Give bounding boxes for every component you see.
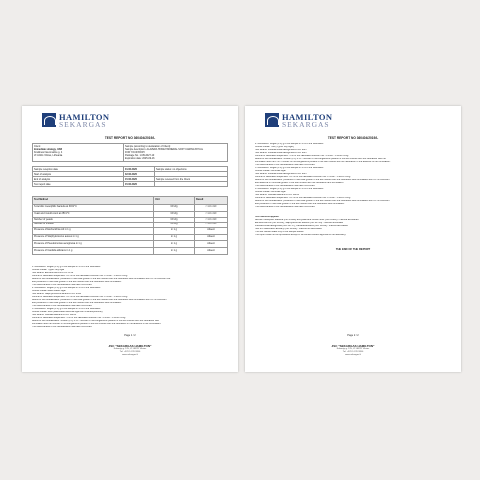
table-row: Presence of Escherichia coli in 1 g in 1 g Absent	[33, 227, 228, 234]
page-number: Page 1 / 2	[124, 334, 136, 337]
report-title: TEST REPORT NO 360404/2019/L	[104, 136, 156, 140]
table-row: Yeast and mould count at 25±1°C CFU/g < 1.0 x 10¹	[33, 211, 228, 218]
info-row: End of analysis 15.06.2020 Sample received from the Client	[33, 177, 228, 182]
company-footer: JSC "SEKARGAS HAMILTON" Kalvarijų g. 125, LT-08221 Vilnius Tel. +370 5 270 9200 www.sekargas.lt	[331, 344, 375, 356]
test-methods: Test methods applied: Aerobic mesophilic bacteria (ISO 21149) and yeast and mould count (ISO 16212) - method accredited Escherichia coli (ISO 21150), Staphylococcus aureus (ISO 22718) - method accredited Pseudomonas aeruginosa (ISO 22717), Candida albicans (ISO 18416) - method accredited Test of Preservation Efficacy (ISO 11930) - method not accredited The test results relate only to the sample tested. The report shall not be reproduced except in full without written approval of the laboratory.	[255, 216, 359, 236]
table-row: Presence of Candida albicans in 1 g in 1 g Absent	[33, 248, 228, 255]
company-footer: JSC "SEKARGAS HAMILTON" Kalvarijų g. 125, LT-08221 Vilnius Tel. +370 5 270 9200 www.sekargas.lt	[108, 344, 152, 356]
shield-icon	[42, 113, 56, 127]
shield-icon	[265, 113, 279, 127]
results-table: Test Method Unit Result S.Aerobic mesophilic bacteria at 30±1°C CFU/g < 1.0 x 10¹ Yeast and mould count at 25±1°C CFU/g < 1.0 x 10¹ Number of yeasts CFU/g < 1.0 x 10¹ Number of moulds CFU/g < 1.0 x 10¹ Presence of Escherichia coli in 1 g in 1 g Absent Presence of Staphylococcus aureus in 1 g in 1 g Absent Presence of Pseudomonas aeruginosa in 1 g in 1 g Absent Presence of Candida albicans in 1 g in 1 g Absent	[32, 196, 228, 255]
report-title: TEST REPORT NO 360404/2019/L	[327, 136, 379, 140]
neutralization-notes: 1. Neutralizer: Dugan (1:1) g of the sample in 9 ml of the neutralizer Culture media: Tryptic Soy Agar Test strains: Escherichia coli ATCC 8739 Volume of calibrated suspension: 0.1 ml of the calibrated inoculum No. 1.5x10² - 3.0x10² cfu/g Result of the neutralization: presence of microbial growth in the test mixture with the neutralizer and formulation with 0.1 ml inoculum the and presence of microbial growth in the test mixture with the neutralizer and formulation. The effectiveness of the neutralization has been confirmed. 2. Neutralizer: Dugan (1:1) g of the sample in 9 ml of the neutralizer Culture media: Baird-Parker Agar Test strains: Staphylococcus aureus ATCC 6538 Volume of calibrated suspension: 0.1 ml of the calibrated inoculum No. 1.5x10² - 3.0x10² cfu/g Result of the neutralization: presence of microbial growth in the test mixture with the neutralizer and formulation with 0.1 ml inoculum and presence of microbial growth in the test mixture with the neutralizer and formulation. The effectiveness of the neutralization has been confirmed. 3. Neutralizer: Dugan (1:1) g of the sample in 9 ml of the neutralizer Culture media: SDA (Sabouraud dextrose Agar with chloramphenicol) Test strains: Candida albicans ATCC 10231 Volume of calibrated suspension: 1 ml of the calibrated inoculum No. 1.5x10² - 3.0x10² cfu/g Result of the neutralization: Growth (1:1) 1 ml - number of microorganisms present in the test mixture with the neutralizer and formulation and the number of microorganisms present in the test mixture with the neutralizer in the absence of the formulation. The effectiveness of the neutralization has been confirmed.	[32, 266, 171, 328]
report-page-2	[245, 106, 461, 372]
client-name: Immediate strategy, UAB	[34, 147, 63, 151]
hamilton-logo	[265, 112, 355, 132]
neutralization-notes: 4. Neutralizer: Dugan (1:1) g of the sample in 9 ml of the neutralizer Culture media: TSA (Tryptic Soy Agar) Test strains: Pseudomonas aeruginosa ATCC 9027 Test strains: Pseudomonas aeruginosa ATCC 9027 Volume of calibrated suspension: 1 ml of the calibrated inoculum No. 1.5x10² - 3.0x10² cfu/g Result of the neutralization: Growth (1:1) 1 ml - number of microorganisms present in the test mixture with the neutralizer and the formulation and the 1 ml - number of microorganisms present in the test mixture with the neutralizer in the absence of the formulation. The effectiveness of the neutralization has been confirmed. 5. Neutralizer: Dugan (1:1) g of the sample in 9 ml of the neutralizer Culture media: Cetrimide Agar Test strains: Pseudomonas aeruginosa ATCC 9027 Volume of calibrated suspension: 0.1 ml of the calibrated inoculum No. 1.5x10² - 3.0x10² cfu/g Result of the neutralization: presence of microbial growth in the test mixture with the neutralizer and formulation with 0.1 ml inoculum and absence of microbial growth in the test mixture with the neutralizer and formulation. The effectiveness of the neutralization has been confirmed. 6. Neutralizer: Dugan (1:1) g of the sample in 9 ml of the neutralizer Culture media: Cetrimide Agar Test strains: Candida albicans ATCC 10231 Volume of calibrated suspension: 0.1 ml of the calibrated inoculum No. 1.5x10² - 3.0x10² cfu/g Result of the neutralization: presence of microbial growth in the test mixture with the neutralizer and formulation with 0.1 ml inoculum and presence of microbial growth in the test mixture with the neutralizer and formulation. The effectiveness of the neutralization has been confirmed.	[255, 143, 391, 208]
table-row: S.Aerobic mesophilic bacteria at 30±1°C CFU/g < 1.0 x 10¹	[33, 204, 228, 211]
brand-name: HAMILTON	[282, 112, 333, 122]
table-row: Number of moulds CFU/g < 1.0 x 10¹	[33, 223, 228, 228]
brand-subname: SEKARGAS	[59, 120, 107, 129]
table-row: Presence of Pseudomonas aeruginosa in 1 g in 1 g Absent	[33, 241, 228, 248]
hamilton-logo	[42, 112, 132, 132]
client-cell: Client: Immediate strategy, UAB Kraštinės Neuronalinė g. 4 LT-10111 Vilnius, Lithuania	[33, 144, 124, 162]
end-of-report: THE END OF THE REPORT	[335, 248, 371, 251]
sample-cell: Sample (according to declaration of Client): Sample description: ALAVERA HONEY/MINERAL SOFT CARING BYCAL FOR YOUR BODY Package No.: LCB-2027-10 Expiration date: 2025-09-16	[124, 144, 228, 162]
page-number: Page 2 / 2	[347, 334, 359, 337]
table-row: Presence of Staphylococcus aureus in 1 g in 1 g Absent	[33, 234, 228, 241]
report-page-1	[22, 106, 238, 372]
info-row: Sample reception date 01.06.2020 Sample status: no objections	[33, 167, 228, 172]
info-row: Test report date 15.06.2020	[33, 182, 228, 187]
client-info-table	[32, 143, 228, 187]
brand-subname: SEKARGAS	[282, 120, 330, 129]
info-row: Start of analysis 02.06.2020	[33, 172, 228, 177]
table-row: Number of yeasts CFU/g < 1.0 x 10¹	[33, 218, 228, 223]
brand-name: HAMILTON	[59, 112, 110, 122]
